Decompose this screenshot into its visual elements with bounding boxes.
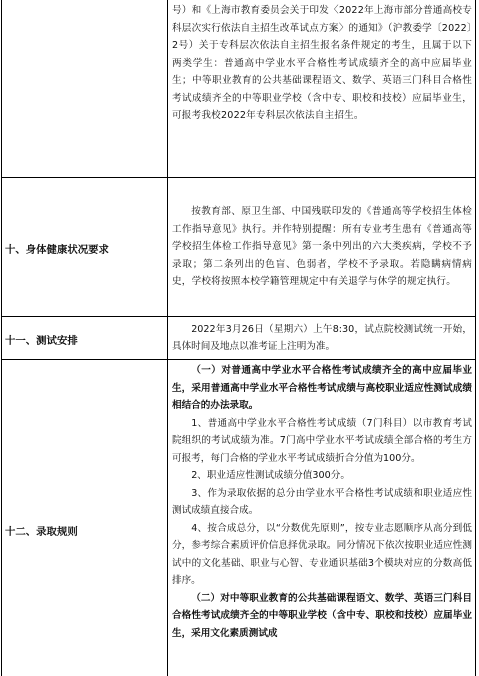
row-label-cell (2, 317, 168, 360)
row-content-cell (168, 360, 476, 676)
row-label-cell (2, 0, 168, 178)
table-row-test-schedule (2, 317, 476, 360)
rule-heading-2: （二）对中等职业教育的公共基础课程语文、数学、英语三门科目合格性考试成绩齐全的中等职业学校（含中专、职校和技校）应届毕业生，采用文化素质测试成 (172, 592, 472, 639)
row-label (2, 85, 5, 97)
section-11-label: 十一、测试安排 (5, 334, 78, 347)
table-row-eligibility (2, 0, 476, 178)
table-row-health (2, 178, 476, 317)
health-requirements-paragraph: 按教育部、原卫生部、中国残联印发的《普通高等学校招生体检工作指导意见》执行。并作特别提醒：所有专业考生患有《普通高等学校招生体检工作指导意见》第一条中列出的六大类疾病，学校不予录取；第二条列出的色盲、色弱者，学校不予录取。若隐瞒病情病史，学校将按照本校学籍管理规定中有关退学与休学的规定执行。 (172, 206, 472, 288)
rule-item-2: 2、职业适应性测试成绩分值300分。 (191, 470, 350, 481)
test-schedule-paragraph: 2022年3月26日（星期六）上午8:30，试点院校测试统一开始，具体时间及地点以准考证上注明为准。 (172, 323, 472, 352)
section-12-label: 十二、录取规则 (5, 526, 78, 538)
eligibility-paragraph: 号）和《上海市教育委员会关于印发〈2022年上海市部分普通高校专科层次实行依法自主招生改革试点方案〉的通知》（沪教委学〔2022〕2号）关于专科层次依法自主招生报名条件规定的考生，且属于以下两类学生：普通高中学业水平合格性考试成绩齐全的高中应届毕业生；中等职业教育的公共基础课程语文、数学、英语三门科目合格性考试成绩齐全的中等职业学校（含中专、职校和技校）应届毕业生，可报考我校2022年专科层次依法自主招生。 (172, 5, 472, 121)
row-label-cell (2, 178, 168, 317)
section-10-label: 十、身体健康状况要求 (5, 243, 109, 256)
admissions-rules-table (1, 0, 476, 676)
rule-heading-1: （一）对普通高中学业水平合格性考试成绩齐全的高中应届毕业生，采用普通高中学业水平合格性考试成绩与高校职业适应性测试成绩相结合的办法录取。 (172, 365, 472, 411)
rule-item-3: 3、作为录取依据的总分由学业水平合格性考试成绩和职业适应性测试成绩直接合成。 (172, 487, 472, 516)
row-content-cell (168, 0, 476, 178)
row-content-cell (168, 317, 476, 360)
row-label-cell (2, 360, 168, 676)
row-content-cell (168, 178, 476, 317)
table-row-admission-rules (2, 360, 476, 676)
rule-item-4: 4、按合成总分，以“分数优先原则”，按专业志愿顺序从高分到低分，参考综合素质评价信息择优录取。同分情况下依次按职业适应性测试中的文化基础、职业与心智、专业通识基础3个模块对应的分数高低排序。 (172, 522, 472, 586)
rule-item-1: 1、普通高中学业水平合格性考试成绩（7门科目）以市教育考试院组织的考试成绩为准。7门高中学业水平考试成绩全部合格的考生方可报考，每门合格的学业水平考试成绩折合分值为100分。 (172, 417, 472, 464)
